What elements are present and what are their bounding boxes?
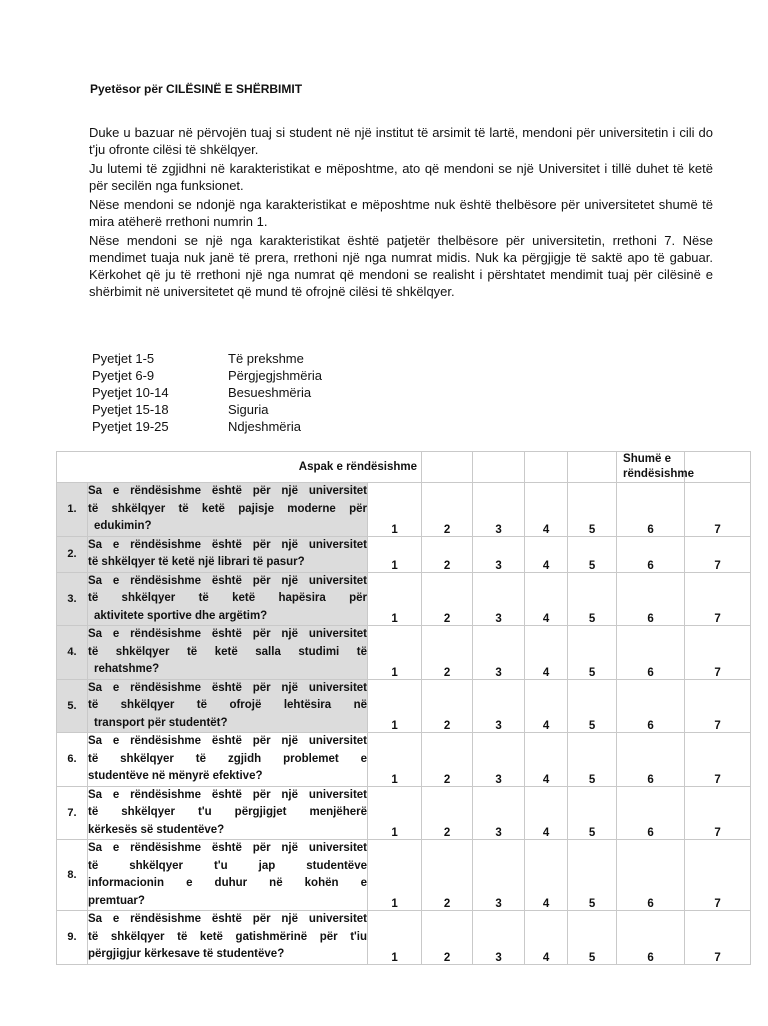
question-line: Sa e rëndësishme është për një universitet xyxy=(88,628,367,640)
rating-option-2[interactable]: 2 xyxy=(422,840,473,911)
legend-area: Siguria xyxy=(228,402,269,417)
rating-option-1[interactable]: 1 xyxy=(368,786,422,840)
legend-range: Pyetjet 1-5 xyxy=(92,351,155,366)
question-line: të shkëlqyer të ketë salla studimi të xyxy=(88,645,367,658)
legend-range: Pyetjet 6-9 xyxy=(92,368,155,383)
rating-option-4[interactable]: 4 xyxy=(525,536,568,572)
question-line: rehatshme? xyxy=(94,663,160,675)
question-line: Sa e rëndësishme është për një universitet xyxy=(88,538,367,551)
question-text xyxy=(88,786,368,840)
legend-row xyxy=(92,367,322,384)
question-line: Sa e rëndësishme është për një universitet xyxy=(88,913,367,925)
rating-option-5[interactable]: 5 xyxy=(568,733,617,787)
question-line: premtuar? xyxy=(88,894,145,907)
rating-option-5[interactable]: 5 xyxy=(568,679,617,733)
rating-option-3[interactable]: 3 xyxy=(473,572,525,626)
question-line: studentëve në mënyrë efektive? xyxy=(88,770,263,782)
rating-option-7[interactable]: 7 xyxy=(685,572,751,626)
rating-option-6[interactable]: 6 xyxy=(617,911,685,965)
question-text xyxy=(88,911,368,965)
rating-option-7[interactable]: 7 xyxy=(685,483,751,537)
rating-option-1[interactable]: 1 xyxy=(368,626,422,680)
rating-option-7[interactable]: 7 xyxy=(685,840,751,911)
instruction-paragraph: Nëse mendoni se ndonjë nga karakteristikat e mëposhtme nuk është thelbësore për universitetet shumë të mira atëherë rrethoni numrin 1. xyxy=(89,197,713,229)
rating-option-4[interactable]: 4 xyxy=(525,733,568,787)
scale-high-label: Shumë e rëndësishme xyxy=(617,452,685,483)
legend-row xyxy=(92,350,322,367)
rating-option-6[interactable]: 6 xyxy=(617,572,685,626)
legend-area: Besueshmëria xyxy=(228,385,312,400)
legend-range: Pyetjet 10-14 xyxy=(92,385,169,400)
rating-option-5[interactable]: 5 xyxy=(568,626,617,680)
legend-range: Pyetjet 19-25 xyxy=(92,419,169,434)
rating-option-1[interactable]: 1 xyxy=(368,911,422,965)
question-number: 5. xyxy=(57,679,88,733)
rating-option-3[interactable]: 3 xyxy=(473,536,525,572)
question-line: edukimin? xyxy=(94,520,152,532)
question-line: të shkëlqyer të ketë pajisje moderne për xyxy=(88,502,367,515)
rating-option-1[interactable]: 1 xyxy=(368,483,422,537)
rating-option-2[interactable]: 2 xyxy=(422,483,473,537)
question-row xyxy=(57,679,751,733)
rating-option-3[interactable]: 3 xyxy=(473,840,525,911)
question-number: 8. xyxy=(57,840,88,911)
rating-option-4[interactable]: 4 xyxy=(525,572,568,626)
question-line: kërkesës së studentëve? xyxy=(88,823,225,836)
question-text xyxy=(88,679,368,733)
question-text xyxy=(88,626,368,680)
scale-header-row xyxy=(57,452,751,483)
rating-option-7[interactable]: 7 xyxy=(685,536,751,572)
rating-option-5[interactable]: 5 xyxy=(568,572,617,626)
rating-option-6[interactable]: 6 xyxy=(617,786,685,840)
question-number: 2. xyxy=(57,536,88,572)
rating-option-6[interactable]: 6 xyxy=(617,536,685,572)
rating-option-3[interactable]: 3 xyxy=(473,733,525,787)
rating-option-2[interactable]: 2 xyxy=(422,572,473,626)
rating-option-4[interactable]: 4 xyxy=(525,626,568,680)
question-line: të shkëlqyer të ofrojë lehtësira në xyxy=(88,699,367,711)
rating-option-1[interactable]: 1 xyxy=(368,840,422,911)
legend-area: Ndjeshmëria xyxy=(228,419,301,434)
question-row xyxy=(57,733,751,787)
rating-option-7[interactable]: 7 xyxy=(685,911,751,965)
instructions xyxy=(89,124,713,302)
rating-option-3[interactable]: 3 xyxy=(473,679,525,733)
question-line: Sa e rëndësishme është për një universitet xyxy=(88,485,367,497)
rating-option-6[interactable]: 6 xyxy=(617,679,685,733)
question-line: Sa e rëndësishme është për një universitet xyxy=(88,842,367,854)
question-number: 1. xyxy=(57,483,88,537)
question-number: 4. xyxy=(57,626,88,680)
rating-option-1[interactable]: 1 xyxy=(368,679,422,733)
rating-option-6[interactable]: 6 xyxy=(617,733,685,787)
question-text xyxy=(88,840,368,911)
rating-option-3[interactable]: 3 xyxy=(473,911,525,965)
rating-option-2[interactable]: 2 xyxy=(422,679,473,733)
question-line: aktivitete sportive dhe argëtim? xyxy=(94,609,268,622)
question-line: të shkëlqyer të ketë hapësira për xyxy=(88,592,367,604)
rating-option-5[interactable]: 5 xyxy=(568,786,617,840)
rating-option-3[interactable]: 3 xyxy=(473,483,525,537)
rating-option-3[interactable]: 3 xyxy=(473,786,525,840)
rating-option-3[interactable]: 3 xyxy=(473,626,525,680)
rating-option-2[interactable]: 2 xyxy=(422,786,473,840)
question-line: transport për studentët? xyxy=(94,716,228,729)
rating-option-5[interactable]: 5 xyxy=(568,911,617,965)
rating-option-4[interactable]: 4 xyxy=(525,840,568,911)
rating-option-4[interactable]: 4 xyxy=(525,679,568,733)
instruction-paragraph: Duke u bazuar në përvojën tuaj si student në një institut të arsimit të lartë, mendoni për universitetin i cili do t'ju ofronte cilësi të shkëlqyer. xyxy=(89,125,713,157)
instruction-paragraph: Ju lutemi të zgjidhni në karakteristikat e mëposhtme, ato që mendoni se një Universitet i tillë duhet të ketë për secilën nga funksionet. xyxy=(89,161,713,193)
instruction-paragraph: Nëse mendoni se një nga karakteristikat është patjetër thelbësore për universitetin, rrethoni 7. Nëse mendimet tuaja nuk janë të prera, rrethoni një nga numrat midis. Nuk ka përgjigje të saktë apo të gabuar. Kërkohet që ju të rrethoni një nga numrat që mendoni se realisht i përshtatet mendimit tuaj për cilësinë e shërbimit në universitetet që mund të ofrojnë cilësi të shkëlqyer. xyxy=(89,233,713,299)
question-number: 9. xyxy=(57,911,88,965)
rating-option-7[interactable]: 7 xyxy=(685,626,751,680)
question-line: të shkëlqyer t'u përgjigjet menjëherë xyxy=(88,806,367,818)
rating-option-4[interactable]: 4 xyxy=(525,911,568,965)
question-row xyxy=(57,840,751,911)
rating-option-1[interactable]: 1 xyxy=(368,536,422,572)
question-row xyxy=(57,572,751,626)
rating-option-2[interactable]: 2 xyxy=(422,733,473,787)
legend-row xyxy=(92,384,322,401)
page-title: Pyetësor për CILËSINË E SHËRBIMIT xyxy=(90,82,303,96)
question-line: përgjigjur kërkesave të studentëve? xyxy=(88,948,285,960)
rating-option-1[interactable]: 1 xyxy=(368,572,422,626)
rating-option-5[interactable]: 5 xyxy=(568,840,617,911)
question-text xyxy=(88,536,368,572)
rating-option-1[interactable]: 1 xyxy=(368,733,422,787)
question-line: Sa e rëndësishme është për një universitet xyxy=(88,788,367,801)
question-row xyxy=(57,911,751,965)
rating-option-5[interactable]: 5 xyxy=(568,536,617,572)
question-line: të shkëlqyer të zgjidh problemet e xyxy=(88,752,367,765)
question-row xyxy=(57,626,751,680)
rating-option-6[interactable]: 6 xyxy=(617,840,685,911)
question-row xyxy=(57,786,751,840)
rating-option-4[interactable]: 4 xyxy=(525,483,568,537)
question-line: informacionin e duhur në kohën e xyxy=(88,877,367,889)
rating-option-5[interactable]: 5 xyxy=(568,483,617,537)
question-line: të shkëlqyer të ketë një librari të pasur? xyxy=(88,556,305,568)
question-text xyxy=(88,733,368,787)
scale-low-label: Aspak e rëndësishme xyxy=(57,452,422,483)
rating-table xyxy=(56,451,751,965)
rating-option-7[interactable]: 7 xyxy=(685,786,751,840)
legend-row xyxy=(92,418,322,435)
question-line: Sa e rëndësishme është për një universitet xyxy=(88,735,367,747)
question-number: 6. xyxy=(57,733,88,787)
legend-area: Të prekshme xyxy=(228,351,304,366)
legend-row xyxy=(92,401,322,418)
question-number: 7. xyxy=(57,786,88,840)
question-line: të shkëlqyer t'u jap studentëve xyxy=(88,859,367,872)
legend-range: Pyetjet 15-18 xyxy=(92,402,169,417)
rating-option-2[interactable]: 2 xyxy=(422,911,473,965)
rating-option-4[interactable]: 4 xyxy=(525,786,568,840)
question-groups-legend xyxy=(92,350,322,435)
question-row xyxy=(57,536,751,572)
question-row xyxy=(57,483,751,537)
rating-option-7[interactable]: 7 xyxy=(685,733,751,787)
question-text xyxy=(88,483,368,537)
rating-option-6[interactable]: 6 xyxy=(617,483,685,537)
rating-option-2[interactable]: 2 xyxy=(422,626,473,680)
legend-area: Përgjegjshmëria xyxy=(228,368,322,383)
question-line: të shkëlqyer të ketë gatishmërinë për t'iu xyxy=(88,930,367,943)
question-number: 3. xyxy=(57,572,88,626)
question-line: Sa e rëndësishme është për një universitet xyxy=(88,681,367,694)
rating-option-7[interactable]: 7 xyxy=(685,679,751,733)
question-line: Sa e rëndësishme është për një universitet xyxy=(88,574,367,587)
rating-option-6[interactable]: 6 xyxy=(617,626,685,680)
question-text xyxy=(88,572,368,626)
rating-option-2[interactable]: 2 xyxy=(422,536,473,572)
